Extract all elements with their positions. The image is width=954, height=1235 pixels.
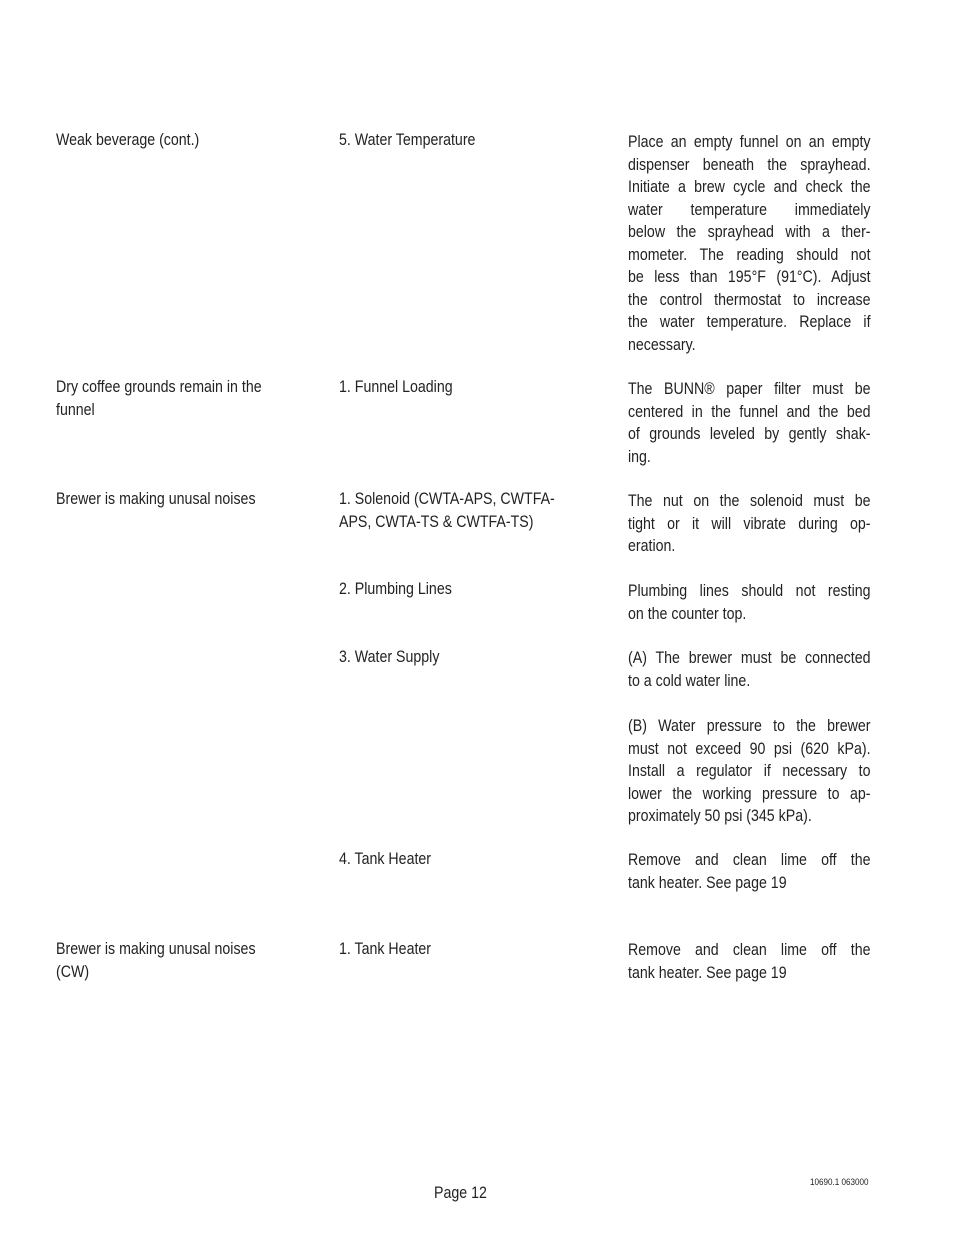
solution-line: the water temperature. Replace if [628,313,871,331]
solution-line: on the counter top. [628,604,747,623]
solution-line: ing. [628,447,651,466]
solution-line: Remove and clean lime off the [628,941,871,959]
solution-text [628,580,870,625]
problem-text: Brewer is making unusal noises [56,490,256,508]
cause-text: 2. Plumbing Lines [339,580,452,598]
solution-line: tight or it will vibrate during op- [628,514,871,533]
solution-line: eration. [628,537,676,555]
cause-text: 5. Water Temperature [339,131,476,149]
solution-line: must not exceed 90 psi (620 kPa). [628,739,871,758]
solution-line: of grounds leveled by gently shak- [628,425,871,443]
solution-line: necessary. [628,335,696,354]
solution-line: dispenser beneath the sprayhead. [628,155,871,174]
cause-line: APS, CWTA-TS & CWTFA-TS) [339,512,534,531]
cause-text: 4. Tank Heater [339,850,432,868]
solution-line: be less than 195°F (91°C). Adjust [628,268,871,286]
solution-text [628,939,870,984]
solution-text [628,131,870,356]
cause-text [339,488,588,533]
cause-text: 3. Water Supply [339,648,440,666]
problem-line: Brewer is making unusal noises [56,940,256,958]
solution-line: proximately 50 psi (345 kPa). [628,807,812,825]
solution-text [628,647,870,692]
solution-line: lower the working pressure to ap- [628,784,871,803]
solution-line: Plumbing lines should not resting [628,582,871,600]
solution-line: (B) Water pressure to the brewer [628,717,871,735]
problem-line: Dry coffee grounds remain in the [56,378,262,396]
solution-line: mometer. The reading should not [628,245,871,264]
solution-line: tank heater. See page 19 [628,963,787,982]
cause-text: 1. Funnel Loading [339,378,453,396]
solution-text [628,490,870,558]
solution-line: Initiate a brew cycle and check the [628,178,871,196]
solution-line: Install a regulator if necessary to [628,762,871,780]
solution-line: below the sprayhead with a ther- [628,223,871,241]
solution-line: Remove and clean lime off the [628,851,871,869]
solution-text [628,378,870,468]
page-number: Page 12 [434,1184,487,1202]
solution-line: to a cold water line. [628,671,751,690]
solution-line: The BUNN® paper filter must be [628,380,871,398]
problem-line: (CW) [56,962,90,981]
solution-line: tank heater. See page 19 [628,873,787,892]
document-code: 10690.1 063000 [810,1177,869,1187]
problem-text [56,376,297,421]
solution-line: The nut on the solenoid must be [628,492,871,510]
cause-line: 1. Solenoid (CWTA-APS, CWTFA- [339,490,555,508]
solution-line: (A) The brewer must be connected [628,649,871,667]
problem-text [56,938,297,983]
solution-line: Place an empty funnel on an empty [628,133,871,151]
problem-line: funnel [56,400,95,419]
solution-text [628,715,870,828]
solution-line: water temperature immediately [628,200,871,219]
problem-text: Weak beverage (cont.) [56,131,200,149]
solution-text [628,849,870,894]
solution-line: centered in the funnel and the bed [628,402,871,421]
cause-text: 1. Tank Heater [339,940,432,958]
solution-line: the control thermostat to increase [628,290,871,309]
